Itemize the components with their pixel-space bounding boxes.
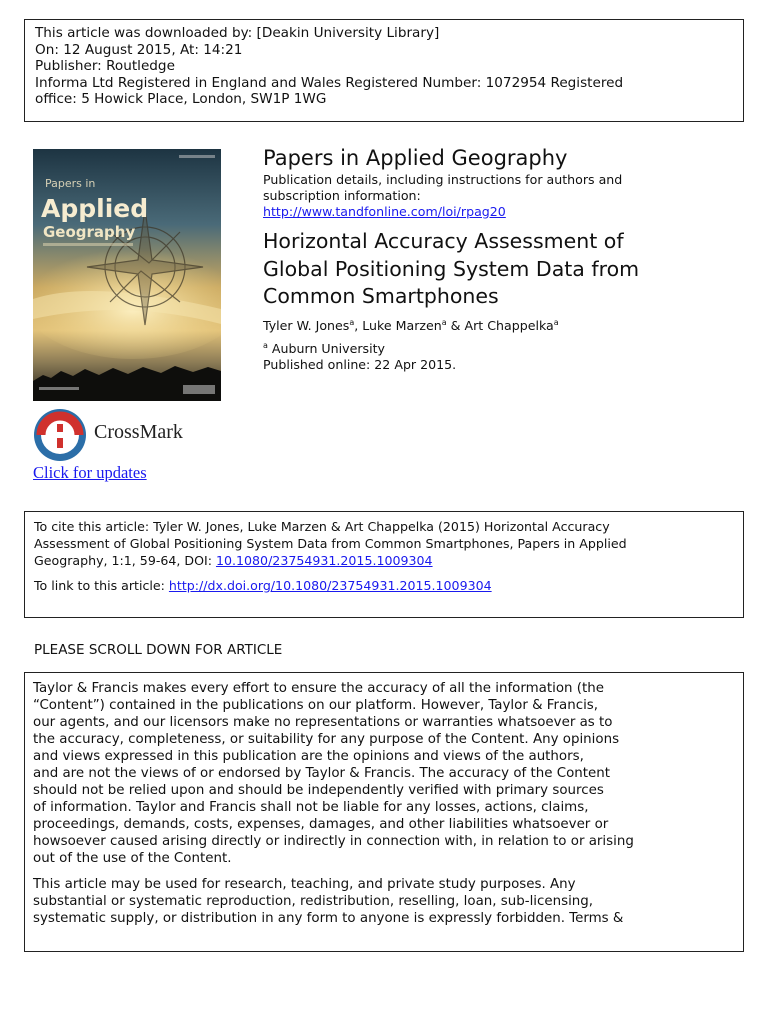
publication-details: subscription information:: [263, 188, 421, 203]
article-title-line: Global Positioning System Data from: [263, 256, 640, 281]
disclaimer-line: “Content”) contained in the publications on our platform. However, Taylor & Francis,: [33, 698, 599, 713]
citation-box: [24, 511, 744, 618]
download-line: office: 5 Howick Place, London, SW1P 1WG: [35, 91, 327, 108]
author-name: Art Chappelka: [464, 317, 554, 333]
download-line: Publisher: Routledge: [35, 58, 175, 75]
citation-line: Assessment of Global Positioning System Data from Common Smartphones, Papers in Applied: [34, 536, 627, 551]
cover-title-line1: Papers in: [45, 177, 96, 190]
author-separator: ,: [354, 317, 363, 333]
disclaimer-line: our agents, and our licensors make no representations or warranties whatsoever as to: [33, 715, 613, 730]
cover-title-line3: Geography: [43, 223, 136, 241]
disclaimer-line: should not be relied upon and should be independently verified with primary sources: [33, 783, 604, 798]
affiliation-marker: a: [553, 317, 559, 327]
crossmark-label: CrossMark: [94, 421, 183, 443]
scroll-notice: PLEASE SCROLL DOWN FOR ARTICLE: [34, 642, 283, 658]
click-for-updates-link[interactable]: Click for updates: [33, 463, 147, 482]
cover-artwork: [33, 149, 221, 401]
article-link-label: To link to this article:: [34, 578, 169, 593]
affiliation-marker: a: [263, 340, 268, 350]
affiliation: [263, 338, 743, 357]
author-list: [263, 315, 743, 334]
doi-link[interactable]: 10.1080/23754931.2015.1009304: [215, 553, 433, 568]
article-header: [263, 144, 743, 373]
publication-details: Publication details, including instructions for authors and: [263, 172, 623, 187]
download-notice-box: [24, 19, 744, 122]
article-title: [263, 228, 743, 311]
affiliation-marker: a: [349, 317, 355, 327]
disclaimer-line: Taylor & Francis makes every effort to ensure the accuracy of all the information (the: [33, 681, 604, 696]
download-line: This article was downloaded by: [Deakin University Library]: [35, 25, 440, 41]
citation-line: To cite this article: Tyler W. Jones, Luke Marzen & Art Chappelka (2015) Horizontal Accuracy: [34, 519, 610, 534]
journal-title: Papers in Applied Geography: [263, 146, 568, 170]
article-doi-url-link[interactable]: http://dx.doi.org/10.1080/23754931.2015.1009304: [168, 578, 492, 593]
disclaimer-line: This article may be used for research, teaching, and private study purposes. Any: [33, 877, 576, 892]
published-date: Published online: 22 Apr 2015.: [263, 356, 457, 372]
disclaimer-line: systematic supply, or distribution in any form to anyone is expressly forbidden. Terms &: [33, 911, 624, 926]
disclaimer-line: out of the use of the Content.: [33, 851, 232, 866]
journal-url-link[interactable]: http://www.tandfonline.com/loi/rpag20: [263, 204, 506, 219]
disclaimer-line: the accuracy, completeness, or suitability for any purpose of the Content. Any opinions: [33, 732, 620, 747]
download-line: Informa Ltd Registered in England and Wales Registered Number: 1072954 Registered: [35, 74, 624, 91]
disclaimer-box: [24, 672, 744, 952]
crossmark-badge[interactable]: [33, 408, 223, 464]
cover-title-line2: Applied: [41, 194, 149, 223]
disclaimer-line: substantial or systematic reproduction, redistribution, reselling, loan, sub-licensing,: [33, 894, 594, 909]
article-title-line: Horizontal Accuracy Assessment of: [263, 229, 624, 253]
author-name: Tyler W. Jones: [263, 317, 350, 333]
author-separator: &: [446, 317, 465, 333]
citation-line: Geography, 1:1, 59-64, DOI:: [34, 553, 216, 568]
download-line: On: 12 August 2015, At: 14:21: [35, 41, 243, 58]
article-link-line: [34, 577, 734, 594]
disclaimer-line: and are not the views of or endorsed by Taylor & Francis. The accuracy of the Content: [33, 766, 610, 781]
journal-cover-image: [33, 149, 221, 401]
disclaimer-line: proceedings, demands, costs, expenses, damages, and other liabilities whatsoever or: [33, 817, 609, 832]
affiliation-marker: a: [441, 317, 447, 327]
author-name: Luke Marzen: [362, 317, 442, 333]
disclaimer-line: howsoever caused arising directly or indirectly in connection with, in relation to or arising: [33, 834, 634, 849]
disclaimer-line: and views expressed in this publication are the opinions and views of the authors,: [33, 749, 584, 764]
article-title-line: Common Smartphones: [263, 284, 499, 308]
disclaimer-line: of information. Taylor and Francis shall not be liable for any losses, actions, claims,: [33, 800, 589, 815]
crossmark-icon: [33, 408, 91, 464]
affiliation-name: Auburn University: [271, 340, 385, 356]
citation-doi-line: [34, 552, 734, 569]
